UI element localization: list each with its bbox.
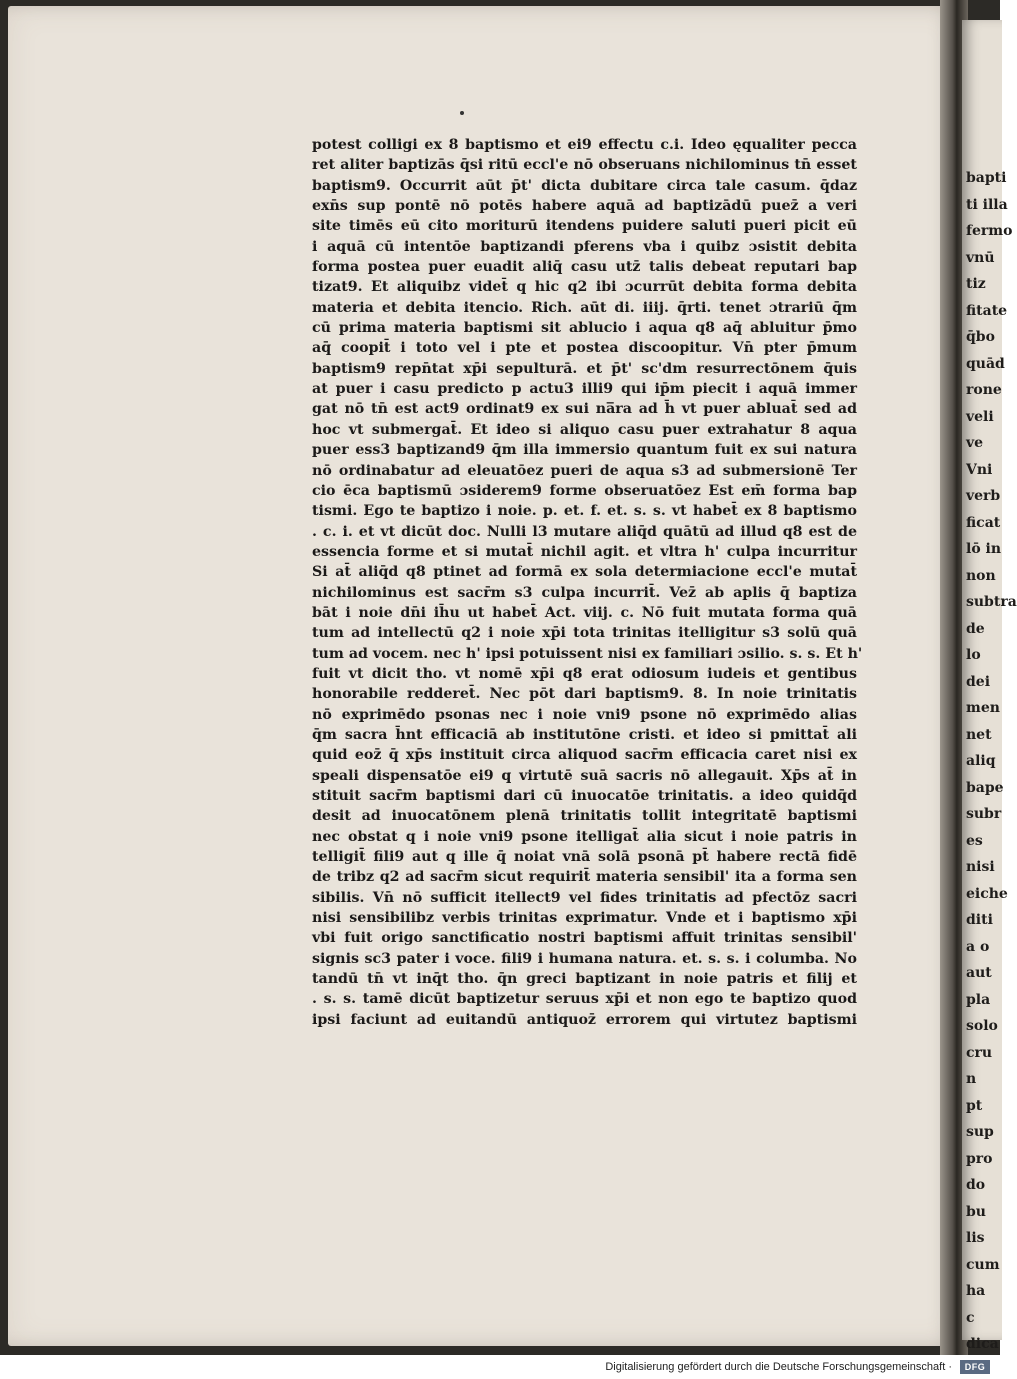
right-page-fragment: cum <box>966 1256 1000 1273</box>
text-line: nichilominus est sacr̄m s3 culpa incurrit̄. Vez̄ ab aplis q̄ baptiza <box>312 584 857 601</box>
text-line: . s. s. tamē dicūt baptizetur seruus xp̄i et non ego te baptizo quod <box>312 991 857 1008</box>
right-page-fragment: men <box>966 700 1000 716</box>
right-page-fragment: bu <box>966 1203 986 1220</box>
text-line: nisi sensibilibz verbis trinitas exprimatur. Vnde et i baptismo xp̄i <box>312 910 857 927</box>
text-line: nō exprimēdo psonas nec i noie vni9 psone nō exprimēdo alias <box>312 706 857 723</box>
text-line: puer ess3 baptizand9 q̄m illa immersio quantum fuit ex sui natura <box>312 442 857 459</box>
text-line: hoc vt submergat̄. Et ideo si aliquo casu puer extrahatur 8 aqua <box>312 421 857 438</box>
right-page-fragment: q̄bo <box>966 329 995 345</box>
right-page-fragment: fermo <box>966 223 1013 239</box>
right-page-fragment: subr <box>966 806 1002 822</box>
text-line: signis sc3 pater i voce. fili9 i humana natura. et. s. s. i columba. No <box>312 950 857 967</box>
right-page-fragment: bapti <box>966 170 1007 186</box>
incunable-text-block <box>312 135 863 1030</box>
text-line: telligit̄ fili9 aut q ille q̄ noiat vnā solā psonā pt̄ habere rectā fidē <box>312 849 857 866</box>
right-page-fragment: tiz <box>966 276 986 292</box>
text-line: materia et debita itencio. Rich. aūt di. iiij. q̄rti. tenet ɔtrariū q̄m <box>312 299 857 316</box>
right-page-fragment: pro <box>966 1150 993 1167</box>
right-page-fragment: bape <box>966 779 1004 796</box>
right-page-fragment: sup <box>966 1124 994 1140</box>
right-page-fragment: n <box>966 1071 977 1087</box>
right-page-fragment: c <box>966 1309 975 1326</box>
right-page-fragment: net <box>966 726 992 743</box>
digitization-credit: Digitalisierung gefördert durch die Deutsche Forschungsgemeinschaft · <box>605 1361 952 1373</box>
text-line: desit ad inuocatōnem plenā trinitatis tollit integritatē baptismi <box>312 808 857 825</box>
right-page-fragment: es <box>966 832 983 849</box>
text-line: speali dispensatōe ei9 q virtutē suā sacris nō allegauit. Xp̄s at̄ in <box>312 767 857 784</box>
right-page-fragment: fitate <box>966 302 1008 319</box>
text-line: tum ad vocem. nec h' ipsi potuissent nisi ex familiari ɔsilio. s. s. Et h' <box>312 645 863 662</box>
right-page-fragment: ti illa <box>966 196 1008 213</box>
text-line: bāt i noie dn̄i ih̄u ut habet̄ Act. viij. c. Nō fuit mutata forma quā <box>312 604 857 621</box>
right-page-fragment: lis <box>966 1230 985 1246</box>
text-line: de tribz q2 ad sacr̄m sicut requirit̄ materia sensibil' ita a forma sen <box>312 869 857 886</box>
text-line: sibilis. Vn̄ nō sufficit itellect9 vel fides trinitatis ad pfectōz sacri <box>312 889 857 906</box>
footer-bar <box>0 1355 1000 1379</box>
right-page-fragment: ha <box>966 1283 986 1299</box>
right-page-fragment: lō in <box>966 541 1002 557</box>
right-page-fragment: dei <box>966 673 991 690</box>
right-page-fragment: solo <box>966 1018 998 1034</box>
right-page-fragment: diti <box>966 912 993 928</box>
right-page-fragment: cru <box>966 1044 993 1061</box>
right-page-fragment: aut <box>966 965 992 981</box>
right-page-fragment: nisi <box>966 859 995 875</box>
right-page-fragment: dica <box>966 1336 999 1352</box>
text-line: cio ēca baptismū ɔsiderem9 forme obseruatōez Est em̄ forma bap <box>312 482 857 499</box>
text-line: potest colligi ex 8 baptismo et ei9 effectu c.i. Ideo ęqualiter pecca <box>312 137 857 153</box>
text-line: exn̄s sup pontē nō potēs habere aquā ad baptizādū puez̄ a veri <box>312 198 857 215</box>
right-page-fragment: a o <box>966 938 990 955</box>
right-page-fragment: pt <box>966 1097 983 1114</box>
dfg-logo: DFG <box>960 1360 990 1374</box>
text-line: honorabile redderet̄. Nec pōt dari baptism9. 8. In noie trinitatis <box>312 686 857 703</box>
text-line: ret aliter baptizās q̄si ritū eccl'e nō obseruans nichilominus tn̄ esset <box>312 157 857 174</box>
right-page-fragment: non <box>966 567 996 584</box>
text-line: essencia forme et si mutat̄ nichil agit. et vltra h' culpa incurritur <box>312 543 857 560</box>
text-line: Si at̄ aliq̄d q8 ptinet ad formā ex sola determiacione eccl'e mutat̄ <box>312 564 857 581</box>
right-page-fragment: quād <box>966 355 1005 372</box>
text-line: nec obstat q i noie vni9 psone itelligat̄ alia sicut i noie patris in <box>312 828 857 845</box>
text-line: quid eoz̄ q̄ xp̄s instituit circa aliquod sacr̄m efficacia caret nisi ex <box>312 747 857 764</box>
right-page-fragment: rone <box>966 382 1002 398</box>
right-page-fragment: pla <box>966 991 991 1008</box>
right-page-fragment: veli <box>966 408 994 425</box>
right-page-fragment: do <box>966 1177 986 1193</box>
right-page-fragment: de <box>966 620 985 637</box>
right-page-fragment: ve <box>966 435 984 451</box>
text-line: forma postea puer euadit aliq̄ casu utz̄ talis debeat reputari bap <box>312 259 857 276</box>
text-line: q̄m sacra h̄nt efficaciā ab institutōne cristi. et ideo si pmittat̄ ali <box>312 726 857 743</box>
right-page-fragment: aliq <box>966 753 996 769</box>
text-line: site timēs eū cito moriturū itendens puidere saluti pueri picit eū <box>312 218 857 235</box>
text-line: gat nō tn̄ est act9 ordinat9 ex sui na̅ra ad h̄ vt puer abluat̄ sed ad <box>312 401 857 418</box>
right-page-fragment: Vni <box>966 461 993 478</box>
text-line: ipsi faciunt ad euitandū antiquoz̄ errorem qui virtutez baptismi <box>312 1011 857 1028</box>
right-page-fragment: vnū <box>966 249 995 266</box>
right-page-fragment: ficat <box>966 514 1001 531</box>
text-line: vbi fuit origo sanctificatio nostri baptismi affuit trinitas sensibil' <box>312 930 857 947</box>
text-line: cū prima materia baptismi sit ablucio i aqua q8 aq̄ abluitur p̄mo <box>312 320 857 337</box>
right-page-fragment: eiche <box>966 885 1008 902</box>
text-line: tismi. Ego te baptizo i noie. p. et. f. et. s. s. vt habet̄ ex 8 baptismo <box>312 503 857 520</box>
text-line: tum ad intellectū q2 i noie xp̄i tota trinitas itelligitur s3 solū quā <box>312 625 857 642</box>
text-line: baptism9. Occurrit aūt p̄t' dicta dubitare circa tale casum. q̄daz <box>312 177 857 194</box>
text-line: nō ordinabatur ad eleuatōez pueri de aqua s3 ad submersionē Ter <box>312 462 857 479</box>
right-page-edge <box>962 20 1017 1352</box>
text-line: i aquā cū intentōe baptizandi pferens vba i quibz ɔsistit debita <box>312 238 857 255</box>
text-line: stituit sacr̄m baptismi dari cū inuocatōe trinitatis. a ideo quidq̄d <box>312 788 857 804</box>
text-line: at puer i casu predicto p actu3 illi9 qui ip̄m piecit i aquā immer <box>312 381 857 398</box>
text-line: tandū tn̄ vt inq̄t tho. q̄n greci baptizant in noie patris et filij et <box>312 971 857 988</box>
text-line: baptism9 repn̄tat xp̄i sepulturā. et p̄t' sc'dm resurrectōnem q̄uis <box>312 360 857 377</box>
text-line: fuit vt dicit tho. vt nomē xp̄i q8 erat odiosum iudeis et gentibus <box>312 665 857 682</box>
text-line: tizat9. Et aliquibz videt̄ q hic q2 ibi ɔcurrūt debita forma debita <box>312 279 857 296</box>
ink-dot-mark <box>460 111 464 115</box>
text-line: . c. i. et vt dicūt doc. Nulli l3 mutare aliq̄d quātū ad illud q8 est de <box>312 523 857 540</box>
text-line: aq̄ coopit̄ i toto vel i pte et postea discoopitur. Vn̄ pter p̄mum <box>312 340 857 357</box>
right-page-fragment: lo <box>966 647 981 663</box>
right-page-fragment: verb <box>966 488 1001 504</box>
right-page-fragment: subtra <box>966 594 1017 610</box>
